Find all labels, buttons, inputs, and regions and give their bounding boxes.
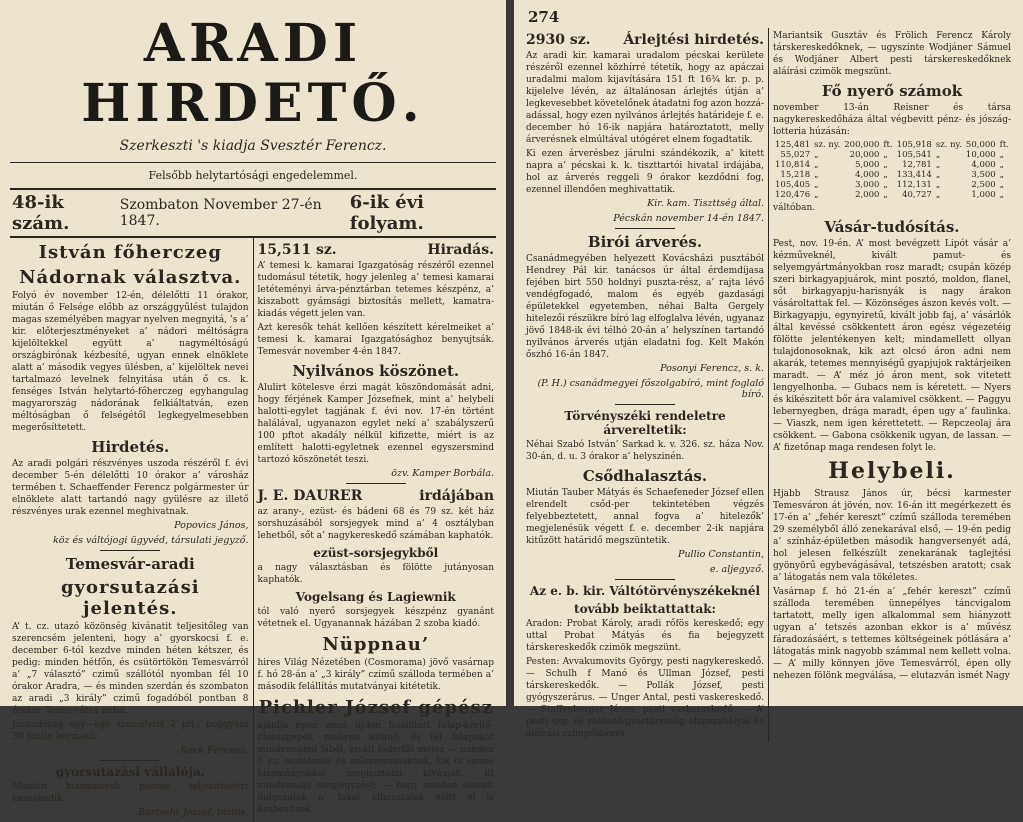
page-number: 274 <box>528 8 560 26</box>
signature: Kir. kam. Tiszttség által. <box>647 198 764 209</box>
table-cell: ft. <box>999 140 1009 150</box>
paragraph: ajánlja épen most ujdon felállított falap-körítő-fűrészgépét, mellyen kitünő, és fel falapokat mindennemű fából, kivált foderfát metsz — minden t. cz. asztalosok és műszeresinuknak, kik öt szives bizományokkal megtisztelni kiváuják, ilt mindennapi megjegyzést; — hogy minden tiszteit dolgozatok a’ fakat elhozatalok előtt el is kézbesítsek. <box>257 721 494 815</box>
table-cell: „ <box>935 190 941 200</box>
table-cell: 5,000 <box>855 160 880 170</box>
table-cell: 3,000 <box>855 180 880 190</box>
signature: Reck Ferencz, <box>180 745 249 756</box>
paragraph: Minden bizományok pontos teljesítéséért kezeskedik <box>12 782 249 804</box>
table-cell: 133,414 <box>896 170 932 180</box>
heading: Az e. b. kir. Váltótörvényszékeknél <box>529 584 761 598</box>
heading: tovább beiktattattak: <box>574 602 716 616</box>
table-cell: „ <box>814 180 819 190</box>
paragraph: Az aradi polgári részvényes uszoda részéről f. évi december 5-én délelőtti 10 órakor a’ városház termében t. Schaeffender Ferencz polgármester úr elnöklete alatt tartandó nagy gyülésre az illető részvényes urak ezennel meghivatnak. <box>12 459 249 517</box>
table-cell: 2,000 <box>855 190 880 200</box>
table-cell: 20,000 <box>849 150 880 160</box>
paragraph: Hjabb Strausz János úr, bécsi karmester Temesváron át jövén, nov. 16-án itt megérkezett és 17-én a’ „fehér kereszt” czímű szálloda teremében 29 személyből álló zenekarával első, — 19-én pedig a’ színház-épületben második hangversenyét adá, hol jelesen felkészült zenekarának taglejtési gyönyörű egybevágásával, tetszésben aratott; csak a’ látogatás nem vala tökéletes. <box>773 489 1011 583</box>
divider <box>615 579 675 580</box>
divider <box>615 228 675 229</box>
table-cell: 10,000 <box>965 150 996 160</box>
table-cell: 3,500 <box>971 170 996 180</box>
table-cell: 110,814 <box>775 160 811 170</box>
paragraph: az arany-, ezüst- és bádeni 68 és 79 sz. két ház sorshuzásából sorsjegyek mind a’ 4 osztályban lehetből, sőt a’ nagykereskedő számában kaphatók. <box>257 507 494 541</box>
notice-number: 15,511 sz. <box>257 242 337 258</box>
paragraph: A’ temesi k. kamarai Igazgatóság részéről ezennel tudomásul tétetik, hogy jelenleg a’ temesi kamarai letéteményi árva-pénztárban tetemes készpénz, a’ kiszabott gyámsági biztosítás mellett, kamatra-kiadás végett jelen van. <box>257 261 494 319</box>
table-cell: „ <box>883 170 888 180</box>
table-cell: 105,541 <box>896 150 932 160</box>
table-cell: 1,000 <box>971 190 996 200</box>
table-cell: 200,000 <box>844 140 880 150</box>
paragraph: Miután Tauber Mátyás és Schaefeneder József ellen elrendelt csőd-per tekintetében végzés felyebbeztetett, annal fogva a’ hitelezők’ megjelenésük végett f. e. december 2-ik napjára kitűzött határidő megszüntetik. <box>526 488 764 546</box>
signature: Pécskán november 14-én 1847. <box>613 213 764 224</box>
table-row <box>773 190 1011 200</box>
signature: Bartseht József, biztos. <box>138 807 249 818</box>
notice-number: J. E. DAURER <box>257 488 363 504</box>
heading: Fő nyerő számok <box>821 82 963 100</box>
column-left <box>522 28 768 742</box>
table-cell: „ <box>883 150 888 160</box>
signature: Pullio Constantin, <box>678 549 764 560</box>
table-cell: 12,781 <box>902 160 932 170</box>
signature: (P. H.) csanádmegyei főszolgabíró, mint foglaló bíró. <box>537 378 764 400</box>
table-cell: „ <box>935 170 941 180</box>
lottery-table <box>773 140 1011 200</box>
table-cell: „ <box>999 170 1005 180</box>
notice-header <box>258 488 495 504</box>
signature: köz és váltójogi ügyvéd, társulati jegyző. <box>53 535 249 546</box>
editor-line: Szerkeszti 's kiadja Svesztér Ferencz. <box>119 138 387 154</box>
table-cell: „ <box>999 150 1005 160</box>
issue-date: Szombaton November 27-én 1847. <box>119 197 322 229</box>
paragraph: Folyó év november 12-én, délelőtti 11 órakor, miután ő Felsége előbb az országgyűlést tulajdon magas személyében magyar nyelven megnyitá, ’s a’ kir. előterjesztményeket a’ nádori méltóságra kijelöltekkel együtt a’ nagyméltóságú országbirónak kézbesíté, ugyan ennek elnöklete alatt a’ második vegyes ülésben, a’ kijelöltek nevei tartalmazó levelnek felnyitása után ő cs. k. fenséges István helytartó-főherczeg egyhangulag magyarország nádorának felkiáltatván, ezen méltóságban ő felségétől legkegyelmesebben megerősíttetett. <box>12 291 249 433</box>
table-cell: „ <box>935 180 941 190</box>
heading: Vogelsang és Lagiewnik <box>295 590 456 604</box>
divider <box>615 404 675 405</box>
table-cell: sz. ny. <box>935 140 962 150</box>
table-cell: „ <box>935 160 941 170</box>
paragraph: a nagy választásban és fölötte jutányosan kaphatók. <box>257 563 494 585</box>
paragraph: tól való nyerő sorsjegyek készpénz gyanánt vétetnek el. Ugyanannak házában 2 szoba kiadó. <box>257 607 494 629</box>
signature: özv. Kamper Borbála. <box>391 468 494 479</box>
heading: Vásár-tudósítás. <box>824 218 960 236</box>
paragraph: Alulirt kötelesve érzi magát köszöndomását adni, hogy férjének Kamper Józsefnek, mint a’ helybeli halotti-egylet tagjának f. évi nov. 17-én történt halálával, ugyanazon egylet nekí a’ szabályszerű 100 pftot akadály nélkül kifizette, miért is az említett halotti-egyletnek ezennel egyszersmind tartozó köszönetét teszi. <box>257 383 494 465</box>
table-cell: „ <box>883 180 888 190</box>
table-cell: „ <box>883 160 888 170</box>
heading: Pichler József gépész <box>258 697 493 718</box>
table-cell: 50,000 <box>965 140 996 150</box>
issue-number: 48-ik szám. <box>12 192 70 234</box>
notice-title: Hiradás. <box>427 242 494 258</box>
heading: Temesvár-aradi <box>65 555 195 573</box>
divider <box>10 162 496 163</box>
table-row <box>773 150 1011 160</box>
table-cell: 4,000 <box>855 170 880 180</box>
divider <box>100 760 160 761</box>
heading: Helybeli. <box>828 458 956 484</box>
columns <box>0 238 506 822</box>
table-cell: „ <box>814 170 819 180</box>
table-row <box>773 140 1011 150</box>
paragraph: Azt keresők tehát kellően készített kérelmeiket a’ temesi k. kamarai Igazgatósághoz benyujtsák. Temesvár november 4-én 1847. <box>257 323 494 357</box>
paragraph: váltóban. <box>773 203 816 213</box>
column-right <box>254 238 499 822</box>
notice-header <box>526 32 764 48</box>
table-row <box>773 170 1011 180</box>
masthead: ARADI HIRDETŐ. <box>81 13 425 134</box>
paragraph: Pesten: Avvakumovits György, pesti nagykereskedő. — Schulh f Manó és Ullman József, pesti társkereskedők. — Pollák József, pesti gyógyszerárus. — Unger Antal, pesti vaskereskedő. — Staffenberger János, pesti vaskereskedő. — A’ pesti gép és vasöntő-gyártársaság alapszabályai és aláírási czimpéldánya. <box>526 657 764 739</box>
table-cell: „ <box>999 180 1005 190</box>
signature: e. aljegyző. <box>709 564 764 575</box>
table-cell: 15,218 <box>780 170 811 180</box>
paragraph: Vasárnap f. hó 21-én a’ „fehér kereszt” czímű szálloda teremében ünnepélyes táncvigalom tartatott, melly igen alkalommal sem hiányzott ugyan a’ tetszés azonban ekkor is a’ művész fáradozásáért, s tettemes költségeinek pótlására a’ látogatás mink nagyobb számmal nem kellett volna. — A’ milly könnyen jöve Temesvárról, épen olly nehezen fölönk megválása, — elutazván ismét Nagy <box>773 587 1011 681</box>
table-cell: „ <box>935 150 941 160</box>
heading: István főherczeg <box>38 242 222 263</box>
table-cell: 125,481 <box>775 140 811 150</box>
paragraph: A’ t. cz. utazó közönség kivánatit teljesitőleg van szerencsém jelenteni, hogy a’ gyorskocsi f. e. december 6-tól kezdve minden héten kétszer, és pedig: minden hétfőn, és csütörtökön Temesvárról a’ „7 választó” czimű szállótól nyomban fél 10 órakor Aradra, — és minden szerdán és szombaton az aradi „3 király” czimű fogadóból pontban 8 órakor Temesvárra indul. <box>12 622 249 716</box>
heading: ezüst-sorsjegykből <box>313 546 439 560</box>
table-cell: ft. <box>883 140 893 150</box>
table-cell: „ <box>999 160 1005 170</box>
table-cell: sz. ny. <box>814 140 841 150</box>
heading: Birói árverés. <box>587 233 703 251</box>
notice-number: 2930 sz. <box>526 32 591 48</box>
heading: gyorsutazási jelentés. <box>60 577 200 619</box>
paragraph: hires Világ Nézetében (Cosmorama) jövő vasárnap f. hó 28-án a’ „3 király” czimű szálloda termében a’ második felállítás mutatványai kitétetik. <box>257 658 494 692</box>
dateline <box>0 190 506 236</box>
table-cell: „ <box>883 190 888 200</box>
heading: Nádornak választva. <box>19 267 242 288</box>
column-left <box>8 238 253 822</box>
notice-header <box>258 242 495 258</box>
divider <box>100 550 160 551</box>
paragraph: Ki ezen árverésbez járulni szándékozik, a’ kitett napra a’ pécskai k. k. tiszttartói hivatal irdájába, hol az árverés reggeli 9 órakor kezdődni fog, ezennel illendően meghivattatik. <box>526 149 764 195</box>
table-row <box>773 180 1011 190</box>
table-row <box>773 160 1011 170</box>
left-page <box>0 0 506 818</box>
volume-year: 6-ik évi folyam. <box>349 192 425 234</box>
table-cell: 55,027 <box>780 150 811 160</box>
table-cell: 4,000 <box>971 160 996 170</box>
paragraph: Néhai Szabó István’ Sarkad k. v. 326. sz. háza Nov. 30-án, d. u. 3 órakor a’ helyszinén. <box>526 440 764 462</box>
table-cell: „ <box>814 150 819 160</box>
paragraph: Pest, nov. 19-én. A’ most bevégzett Lipót vásár a’ kézműveknél, kivált pamut- és selyemgyártmányokban rosz maradt; csupán közép szeri birkagyapjuárok, mint posztó, moldon, flanel, sőt birkagyapju-harisnyák is nagy árakon vásároltattak fel. — Közönséges ászon kevés volt. — Birkagyapju, egynyiretű, kivált jobb faj, a’ vásárlók által kevéssé csökkentett áron egész végezetéig fölötte jelentékenyen kelt; mindamellett ollyan tulajdonosoknak, kik azt olcsó áron adni nem akarák, tetemes mennyiségű gyapjujok raktárjeiken maradt. — A’ méz jó áron ment, sok vitetett lengyelhonba. — Gubacs nem is kéretett. — Nyers és kikészitett bőr ára valamivel csökkent. — Paggyu lebernyegben, drága maradt, épen ugy a’ faulinka. — Viaszk, nem igen kérettetett. — Repczeolaj ára csökkent. — Gabona csökkenik ugyan, de lassan. — A’ fizetőnap maga rendesen folyt le. <box>773 239 1011 453</box>
heading: gyorsutazási vállalója. <box>55 765 205 779</box>
signature: Popovics János, <box>174 520 249 531</box>
notice-title: Árlejtési hirdetés. <box>623 32 764 48</box>
columns <box>514 28 1023 742</box>
table-cell: 112,131 <box>896 180 932 190</box>
paragraph: Az aradi kir. kamarai uradalom pécskai kerülete részéről ezennel közhírré tétetik, hogy az apáczai uradalmi malom kijavítására 151 ft 16¾ kr. p. p. kijelelve lévén, az általánosan árlejtés útján a’ legkevesebbet követelőnek átadatni fog azon hozzá-adással, hogy ezen nyilvános árlejtés határideje f. e. december hó 16-ik napjára határoztatott, melly árverésnek elmúltával utógéret elnem fogadtatik. <box>526 51 764 145</box>
table-cell: „ <box>999 190 1005 200</box>
authorization-line: Felsőbb helytartósági engedelemmel. <box>148 169 358 182</box>
column-right <box>769 28 1015 742</box>
paragraph: Csanádmegyében helyezett Kovácsházi pusztából Hendrey Pál kir. tanácsos úr által érdemdíjasa fejében birt 550 holdnyi puszta-rész, a’ rajta lévő vendégfogadó, malom és egyéb gazdasági épületekkel egyetemben, néhai Balta Gergely hitelezői részükre bíró lag elfoglalva lévén, ugyanaz jövő 1848-ik évi télhó 20-án a’ helyszínen tartandó nyilvános árverés utján eladatni fog. Kelt Makón őszhó 16-án 1847. <box>526 254 764 360</box>
paragraph: november 13-án Reisner és társa nagykereskedőháza által végbevitt pénz- és jószág-lotteria húzásán: <box>773 103 1011 137</box>
heading: Hirdetés. <box>91 438 170 456</box>
paragraph: Aradon: Probat Károly, aradi rőfös kereskedő; egy uttal Probat Mátyás és fia bejegyzett társkereskedők czimök megszünt. <box>526 619 764 653</box>
table-cell: 2,500 <box>971 180 996 190</box>
table-cell: „ <box>814 190 819 200</box>
paragraph: Mariantsik Gusztáv és Frölich Ferencz Károly társkereskedőknek, — ugyszinte Wodjáner Sámuel és Wodjáner Albert pesti társkereskedőknek aláírási czimök megszünt. <box>773 31 1011 77</box>
heading: Nyilvános köszönet. <box>292 362 460 380</box>
heading: Nüppnau’ <box>322 634 430 655</box>
table-cell: „ <box>814 160 819 170</box>
right-page <box>514 0 1023 739</box>
table-cell: 40,727 <box>902 190 932 200</box>
table-cell: 120,476 <box>775 190 811 200</box>
heading: Törvényszéki rendeletre árvereltetik: <box>564 409 726 437</box>
signature: Posonyi Ferencz, s. k. <box>660 363 764 374</box>
paragraph: Járandóság egy—egy személytől 2 pft.; poggyász 30 fontig bérment. <box>12 720 249 742</box>
table-cell: 105,918 <box>896 140 932 150</box>
divider <box>346 483 406 484</box>
heading: Csődhalasztás. <box>582 467 708 485</box>
notice-title: irdájában <box>419 488 494 504</box>
table-cell: 105,405 <box>775 180 811 190</box>
